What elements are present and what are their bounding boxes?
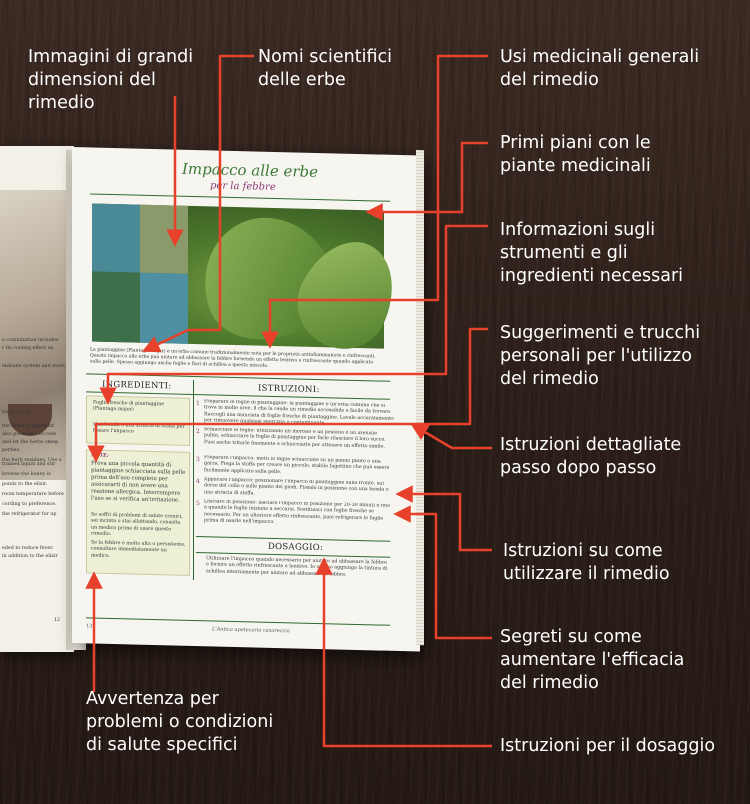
ingredient-item: Foglie fresche di piantaggine (Plantago major) xyxy=(93,400,165,413)
left-page-text-13: room temperature before xyxy=(2,492,64,497)
left-page-text-16: eded to reduce fever. xyxy=(2,546,54,551)
callout-tips: Suggerimenti e trucchi personali per l'utilizzo del rimedio xyxy=(500,323,701,389)
main-photo xyxy=(92,203,384,348)
left-page-text-10: trained liquid and stir xyxy=(2,462,56,467)
right-page xyxy=(72,147,420,652)
left-page-text-1: e combination includes xyxy=(2,338,59,343)
step-text: Lasciare in posizione: lasciare l'impacco in posizione per 20-30 minuti o fino a quando le foglie iniziano a seccarsi. Sostituisci con foglie fresche se necessario. Per un ulteriore effetto rinfrescante, puoi refrigerare le foglie prima di usarle nell'impacco. xyxy=(204,499,391,525)
inset-photo-herbs xyxy=(92,203,140,272)
ingredient-item: Una benda o una striscia di stoffa per fissare l'impacco xyxy=(93,422,185,435)
left-page-text-7: and let the herbs steep xyxy=(2,440,59,445)
callout-closeups: Primi piani con le piante medicinali xyxy=(500,133,651,176)
note-text: Prova una piccola quantità di piantaggine schiacciata sulla pelle prima dell'uso completo per assicurarti di non avere una reazione allergica. Interrompere l'uso se si verifica un'irritazione. xyxy=(91,460,186,504)
callout-dosage: Istruzioni per il dosaggio xyxy=(500,736,716,756)
callout-medicinal-uses: Usi medicinali generali del rimedio xyxy=(500,47,700,90)
callout-tools-ingredients: Informazioni sugli strumenti e gli ingredienti necessari xyxy=(500,220,684,286)
step-text: Schiacciare le foglie: utilizzando un mortaio e un pestello o un utensile pulito, schiacciare le foglie di piantaggine per farle rilasciare il loro succo. Puoi anche tritarle finemente e schiacciarle per ottenere un effetto simile. xyxy=(204,427,386,450)
left-page-text-11: browse the honey is xyxy=(2,472,51,477)
left-page-text-4: ter to a boil. xyxy=(2,410,32,415)
step-number: 4 xyxy=(196,478,200,486)
dosage-header: DOSAGGIO: xyxy=(268,541,324,554)
book-footer: L'Antica apotecaria casareccia xyxy=(212,626,290,635)
note-label: NOTE: xyxy=(91,452,109,459)
step-text: Preparare le foglie di piantaggine: la piantaggine è un'erba comune che si trova in molte aree, il che la rende un rimedio accessibile e facile da trovare. Raccogli una manciata di foglie fresche di piantaggine. Lavale accuratamente per rimuovere qualsiasi sporcizia o contaminante. xyxy=(204,399,394,427)
book-subtitle: per la febbre xyxy=(210,180,276,193)
step-text: Applicare l'impacco: posizionare l'impacco di piantaggine sulla fronte, sul dorso del collo o sulle piante dei piedi. Fissalo in posizione con una benda o una striscia di stoffa. xyxy=(204,477,389,497)
left-page-text-12: ponds to the elixir. xyxy=(2,482,48,487)
step-text: Preparare l'impacco: metti le foglie schiacciate su un panno pulito o una garza. Piega la stoffa per creare un piccolo, stabile fagottino che può essere facilmente applicato sulla pelle. xyxy=(204,455,390,475)
callout-warning: Avvertenza per problemi o condizioni di salute specifici xyxy=(86,689,274,755)
dosage-rule xyxy=(196,536,390,542)
intro-paragraph: La piantaggine (Plantago major) è un'erba comune tradizionalmente nota per le proprietà antinfiammatorie e rinfrescanti. Questo impacco alle erbe può aiutare ad abbassare la febbre fornendo un effetto lenitivo e rinfrescante quando applicato sulla pelle. Spesso aggiungo anche foglie e fiori di achillea a questa miscela. xyxy=(90,347,376,369)
left-page-text-15: the refrigerator for up xyxy=(2,512,57,517)
inset-photo-oil xyxy=(140,273,188,344)
note-text-health: Se soffri di problemi di salute cronici, sei incinta o stai allattando, consulta un medico prima di usare questo rimedio. xyxy=(91,512,183,537)
left-page-text-6: also possesses its own xyxy=(2,432,57,437)
note-text-fever: Se la febbre è molto alta o persistente, consultare immediatamente un medico. xyxy=(91,540,186,559)
left-page-text-3: immune system and more xyxy=(2,364,65,369)
left-page xyxy=(0,146,74,652)
arrow-steps xyxy=(418,428,492,448)
callout-step-instructions: Istruzioni dettagliate passo dopo passo xyxy=(500,435,682,478)
book-title: Impacco alle erbe xyxy=(182,159,319,182)
page-number: 13 xyxy=(86,623,93,630)
callout-scientific-names: Nomi scientifici delle erbe xyxy=(258,47,392,90)
title-rule xyxy=(90,193,390,201)
left-page-text-14: cording to preference. xyxy=(2,502,57,507)
left-page-text-17: in addition to the elixir xyxy=(2,554,58,559)
left-page-number: 12 xyxy=(54,618,61,623)
column-divider xyxy=(193,380,194,580)
ingredients-header: INGREDIENTI: xyxy=(102,379,172,392)
left-page-text-8: perties. xyxy=(2,448,21,453)
left-page-text-9: the herb residues. Use a xyxy=(2,458,62,463)
callout-usage: Istruzioni su come utilizzare il rimedio xyxy=(503,541,670,584)
left-page-text-5: the dried peppermint xyxy=(2,424,54,429)
step-number: 2 xyxy=(196,428,200,436)
note-box xyxy=(86,449,190,576)
callout-large-images: Immagini di grandi dimensioni del rimedio xyxy=(28,47,194,113)
inset-photo-bowl xyxy=(140,205,188,274)
step-number: 5 xyxy=(196,500,200,508)
callout-efficacy: Segreti su come aumentare l'efficacia del rimedio xyxy=(500,627,685,693)
footer-rule xyxy=(86,617,390,625)
inset-photo-leaves xyxy=(92,271,140,342)
ingredients-box xyxy=(86,395,190,446)
page-edge xyxy=(416,150,424,645)
step-number: 1 xyxy=(196,400,200,408)
left-page-text-2: r its cooling effect on xyxy=(2,346,54,351)
instructions-header: ISTRUZIONI: xyxy=(258,383,320,396)
dosage-text: Utilizzare l'impacco quando necessario per aiutare ad abbassare la febbre e fornire un effetto rinfrescante e lenitivo. Io spesso aggiungo la tintura di achillea internamente per aiutare ad abbassare la febbre. xyxy=(206,556,388,578)
step-number: 3 xyxy=(196,456,200,464)
